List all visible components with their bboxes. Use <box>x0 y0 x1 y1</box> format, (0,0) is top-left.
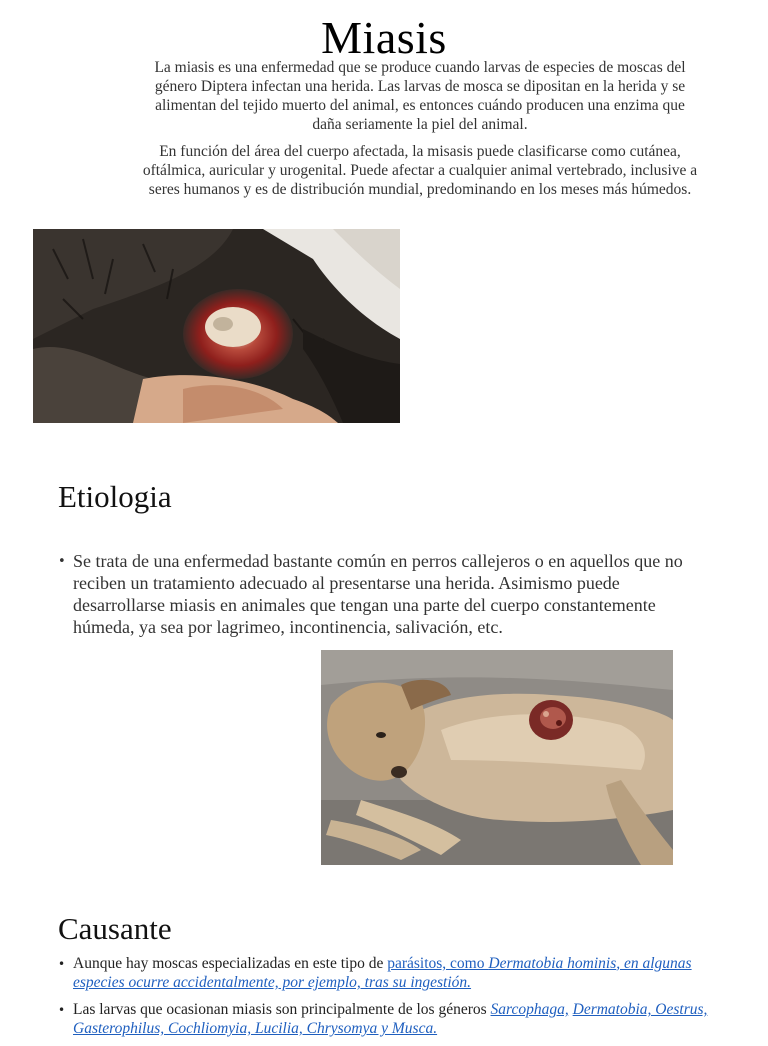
bullet-icon: • <box>58 1003 66 1017</box>
dog-photo <box>321 650 673 865</box>
list-item <box>58 550 708 638</box>
parasitos-link-text: parásitos, como <box>387 955 489 972</box>
ingestion-link-text: , en algunas especies ocurre accidentalmente, por ejemplo, tras su ingestión. <box>73 955 692 991</box>
intro-paragraph-2: En función del área del cuerpo afectada, la misasis puede clasificarse como cutánea, oftálmica, auricular y urogenital. Puede afectar a cualquier animal vertebrado, inclusive a seres humanos y es de distribución mundial, predominando en los meses más húmedos. <box>142 143 698 198</box>
bullet-icon: • <box>58 957 66 971</box>
sarcophaga-link-text: Sarcophaga, <box>490 1001 569 1018</box>
sarcophaga-link[interactable] <box>491 1001 569 1018</box>
intro-paragraph-1: La miasis es una enfermedad que se produce cuando larvas de especies de moscas del género Diptera infectan una herida. Las larvas de mosca se dipositan en la herida y se alimentan del tejido muerto del animal, es entonces cuándo producen una enzima que daña seriamente la piel del animal. <box>154 59 686 133</box>
bullet-icon: • <box>58 554 66 569</box>
causante-bullet-2-text: Las larvas que ocasionan miasis son principalmente de los géneros <box>73 1001 491 1018</box>
list-item <box>58 954 708 992</box>
generos-link-text: Dermatobia, Oestrus, Gasterophilus, Cochliomyia, Lucilia, Chrysomya y Musca. <box>73 1001 708 1037</box>
causante-bullet-1-text: Aunque hay moscas especializadas en este tipo de <box>73 955 388 972</box>
dermatobia-link-text: Dermatobia hominis <box>488 955 617 972</box>
wound-photo-illustration <box>33 229 400 423</box>
causante-list <box>58 954 708 1046</box>
list-item <box>58 1000 708 1038</box>
page-title: Miasis <box>321 12 447 63</box>
wound-photo <box>33 229 400 423</box>
causante-heading: Causante <box>58 911 172 946</box>
etiologia-bullet-text: Se trata de una enfermedad bastante común en perros callejeros o en aquellos que no reciben un tratamiento adecuado al presentarse una herida. Asimismo puede desarrollarse miasis en animales que tengan una parte del cuerpo constantemente húmeda, ya sea por lagrimeo, incontinencia, salivación, etc. <box>73 551 683 637</box>
dog-photo-illustration <box>321 650 673 865</box>
etiologia-heading: Etiologia <box>58 479 172 514</box>
etiologia-list <box>58 550 708 638</box>
